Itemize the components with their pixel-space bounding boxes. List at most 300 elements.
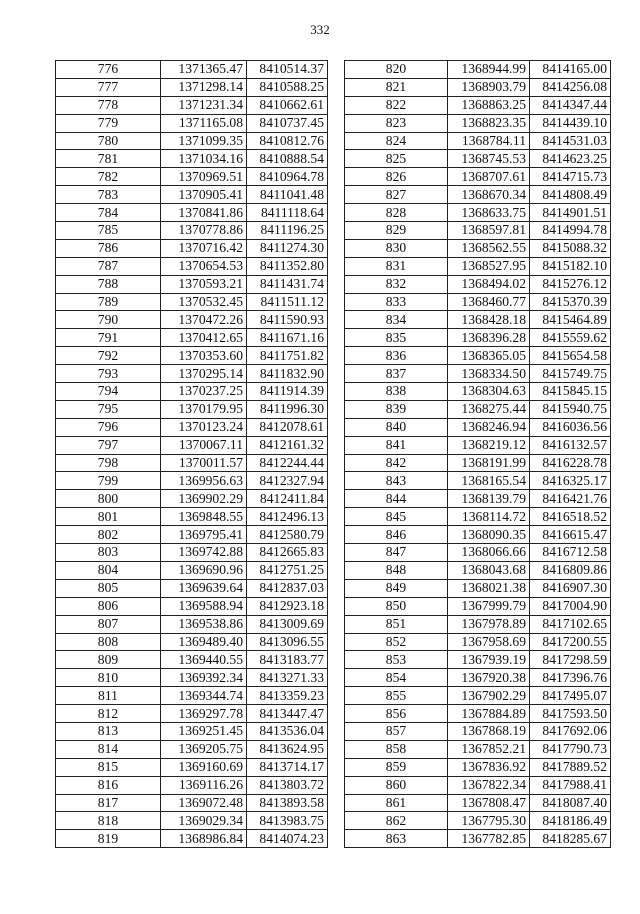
table-row	[56, 651, 328, 669]
x-coordinate: 1370532.45	[161, 293, 247, 311]
table-row	[56, 114, 328, 132]
table-row	[345, 651, 611, 669]
point-number: 797	[56, 436, 161, 454]
table-row	[345, 472, 611, 490]
y-coordinate: 8416615.47	[530, 526, 611, 544]
x-coordinate: 1367939.19	[448, 651, 530, 669]
point-number: 831	[345, 257, 448, 275]
table-row	[56, 257, 328, 275]
x-coordinate: 1368527.95	[448, 257, 530, 275]
point-number: 777	[56, 78, 161, 96]
point-number: 811	[56, 687, 161, 705]
y-coordinate: 8412411.84	[247, 490, 328, 508]
table-row	[56, 275, 328, 293]
y-coordinate: 8410812.76	[247, 132, 328, 150]
table-row	[345, 758, 611, 776]
x-coordinate: 1370716.42	[161, 239, 247, 257]
table-row	[56, 490, 328, 508]
y-coordinate: 8415845.15	[530, 383, 611, 401]
y-coordinate: 8414347.44	[530, 96, 611, 114]
x-coordinate: 1370841.86	[161, 204, 247, 222]
table-row	[56, 705, 328, 723]
table-row	[56, 794, 328, 812]
y-coordinate: 8414165.00	[530, 61, 611, 79]
y-coordinate: 8418285.67	[530, 830, 611, 848]
y-coordinate: 8413624.95	[247, 740, 328, 758]
y-coordinate: 8411431.74	[247, 275, 328, 293]
table-row	[56, 597, 328, 615]
table-row	[345, 454, 611, 472]
table-row	[345, 329, 611, 347]
point-number: 807	[56, 615, 161, 633]
table-row	[56, 740, 328, 758]
y-coordinate: 8418186.49	[530, 812, 611, 830]
x-coordinate: 1369538.86	[161, 615, 247, 633]
table-row	[345, 222, 611, 240]
table-row	[56, 615, 328, 633]
point-number: 808	[56, 633, 161, 651]
y-coordinate: 8411352.80	[247, 257, 328, 275]
y-coordinate: 8415182.10	[530, 257, 611, 275]
x-coordinate: 1367782.85	[448, 830, 530, 848]
point-number: 860	[345, 776, 448, 794]
y-coordinate: 8417200.55	[530, 633, 611, 651]
y-coordinate: 8413714.17	[247, 758, 328, 776]
table-row	[345, 204, 611, 222]
x-coordinate: 1370905.41	[161, 186, 247, 204]
point-number: 839	[345, 400, 448, 418]
table-row	[56, 132, 328, 150]
table-row	[345, 669, 611, 687]
table-row	[56, 812, 328, 830]
x-coordinate: 1368428.18	[448, 311, 530, 329]
table-row	[345, 740, 611, 758]
point-number: 784	[56, 204, 161, 222]
x-coordinate: 1369690.96	[161, 561, 247, 579]
table-row	[345, 722, 611, 740]
table-row	[56, 239, 328, 257]
point-number: 857	[345, 722, 448, 740]
x-coordinate: 1367920.38	[448, 669, 530, 687]
point-number: 802	[56, 526, 161, 544]
y-coordinate: 8414256.08	[530, 78, 611, 96]
table-row	[345, 168, 611, 186]
table-row	[345, 150, 611, 168]
x-coordinate: 1371099.35	[161, 132, 247, 150]
table-row	[345, 96, 611, 114]
table-row	[56, 293, 328, 311]
x-coordinate: 1371231.34	[161, 96, 247, 114]
table-row	[56, 508, 328, 526]
table-row	[56, 204, 328, 222]
table-row	[56, 472, 328, 490]
y-coordinate: 8412327.94	[247, 472, 328, 490]
y-coordinate: 8415088.32	[530, 239, 611, 257]
table-row	[56, 758, 328, 776]
table-row	[345, 436, 611, 454]
x-coordinate: 1368597.81	[448, 222, 530, 240]
x-coordinate: 1368396.28	[448, 329, 530, 347]
table-row	[56, 830, 328, 848]
table-row	[56, 96, 328, 114]
point-number: 790	[56, 311, 161, 329]
point-number: 829	[345, 222, 448, 240]
x-coordinate: 1369297.78	[161, 705, 247, 723]
y-coordinate: 8415276.12	[530, 275, 611, 293]
table-row	[56, 776, 328, 794]
point-number: 850	[345, 597, 448, 615]
x-coordinate: 1367884.89	[448, 705, 530, 723]
x-coordinate: 1369848.55	[161, 508, 247, 526]
point-number: 795	[56, 400, 161, 418]
x-coordinate: 1368562.55	[448, 239, 530, 257]
x-coordinate: 1370295.14	[161, 365, 247, 383]
table-row	[56, 400, 328, 418]
point-number: 791	[56, 329, 161, 347]
y-coordinate: 8417988.41	[530, 776, 611, 794]
y-coordinate: 8413183.77	[247, 651, 328, 669]
table-row	[345, 705, 611, 723]
table-row	[56, 365, 328, 383]
y-coordinate: 8413096.55	[247, 633, 328, 651]
point-number: 821	[345, 78, 448, 96]
table-row	[345, 132, 611, 150]
x-coordinate: 1368165.54	[448, 472, 530, 490]
y-coordinate: 8417396.76	[530, 669, 611, 687]
y-coordinate: 8417102.65	[530, 615, 611, 633]
point-number: 827	[345, 186, 448, 204]
table-row	[345, 114, 611, 132]
x-coordinate: 1368863.25	[448, 96, 530, 114]
point-number: 847	[345, 544, 448, 562]
point-number: 782	[56, 168, 161, 186]
x-coordinate: 1368139.79	[448, 490, 530, 508]
x-coordinate: 1368784.11	[448, 132, 530, 150]
table-row	[345, 615, 611, 633]
x-coordinate: 1367868.19	[448, 722, 530, 740]
point-number: 794	[56, 383, 161, 401]
y-coordinate: 8411671.16	[247, 329, 328, 347]
y-coordinate: 8411041.48	[247, 186, 328, 204]
point-number: 812	[56, 705, 161, 723]
x-coordinate: 1370123.24	[161, 418, 247, 436]
y-coordinate: 8413009.69	[247, 615, 328, 633]
point-number: 844	[345, 490, 448, 508]
point-number: 843	[345, 472, 448, 490]
point-number: 834	[345, 311, 448, 329]
point-number: 804	[56, 561, 161, 579]
point-number: 788	[56, 275, 161, 293]
point-number: 862	[345, 812, 448, 830]
table-row	[56, 78, 328, 96]
y-coordinate: 8416907.30	[530, 579, 611, 597]
table-row	[56, 150, 328, 168]
table-row	[56, 383, 328, 401]
x-coordinate: 1369795.41	[161, 526, 247, 544]
table-row	[345, 365, 611, 383]
point-number: 826	[345, 168, 448, 186]
point-number: 832	[345, 275, 448, 293]
point-number: 820	[345, 61, 448, 79]
table-row	[56, 561, 328, 579]
x-coordinate: 1368823.35	[448, 114, 530, 132]
x-coordinate: 1371034.16	[161, 150, 247, 168]
x-coordinate: 1369742.88	[161, 544, 247, 562]
y-coordinate: 8412665.83	[247, 544, 328, 562]
table-row	[345, 239, 611, 257]
x-coordinate: 1368304.63	[448, 383, 530, 401]
y-coordinate: 8412161.32	[247, 436, 328, 454]
y-coordinate: 8417790.73	[530, 740, 611, 758]
y-coordinate: 8410662.61	[247, 96, 328, 114]
point-number: 836	[345, 347, 448, 365]
x-coordinate: 1368114.72	[448, 508, 530, 526]
table-row	[56, 347, 328, 365]
y-coordinate: 8417004.90	[530, 597, 611, 615]
page-number: 332	[310, 22, 330, 37]
point-number: 842	[345, 454, 448, 472]
table-row	[56, 222, 328, 240]
y-coordinate: 8410737.45	[247, 114, 328, 132]
x-coordinate: 1367978.89	[448, 615, 530, 633]
table-row	[56, 329, 328, 347]
x-coordinate: 1368365.05	[448, 347, 530, 365]
point-number: 838	[345, 383, 448, 401]
y-coordinate: 8414994.78	[530, 222, 611, 240]
y-coordinate: 8411274.30	[247, 239, 328, 257]
y-coordinate: 8411196.25	[247, 222, 328, 240]
y-coordinate: 8417298.59	[530, 651, 611, 669]
table-row	[56, 454, 328, 472]
x-coordinate: 1369205.75	[161, 740, 247, 758]
table-row	[345, 347, 611, 365]
y-coordinate: 8415370.39	[530, 293, 611, 311]
point-number: 858	[345, 740, 448, 758]
point-number: 810	[56, 669, 161, 687]
y-coordinate: 8417889.52	[530, 758, 611, 776]
point-number: 854	[345, 669, 448, 687]
y-coordinate: 8410514.37	[247, 61, 328, 79]
table-row	[56, 722, 328, 740]
table-row	[56, 168, 328, 186]
point-number: 856	[345, 705, 448, 723]
x-coordinate: 1368090.35	[448, 526, 530, 544]
table-row	[56, 633, 328, 651]
y-coordinate: 8416325.17	[530, 472, 611, 490]
y-coordinate: 8410588.25	[247, 78, 328, 96]
y-coordinate: 8413271.33	[247, 669, 328, 687]
y-coordinate: 8414623.25	[530, 150, 611, 168]
x-coordinate: 1368707.61	[448, 168, 530, 186]
point-number: 817	[56, 794, 161, 812]
y-coordinate: 8412923.18	[247, 597, 328, 615]
point-number: 852	[345, 633, 448, 651]
y-coordinate: 8417692.06	[530, 722, 611, 740]
point-number: 851	[345, 615, 448, 633]
x-coordinate: 1371298.14	[161, 78, 247, 96]
x-coordinate: 1369251.45	[161, 722, 247, 740]
table-row	[345, 293, 611, 311]
point-number: 801	[56, 508, 161, 526]
x-coordinate: 1368191.99	[448, 454, 530, 472]
point-number: 828	[345, 204, 448, 222]
x-coordinate: 1369440.55	[161, 651, 247, 669]
table-row	[56, 687, 328, 705]
point-number: 776	[56, 61, 161, 79]
table-row	[56, 418, 328, 436]
x-coordinate: 1367902.29	[448, 687, 530, 705]
y-coordinate: 8415464.89	[530, 311, 611, 329]
point-number: 845	[345, 508, 448, 526]
x-coordinate: 1370067.11	[161, 436, 247, 454]
y-coordinate: 8412751.25	[247, 561, 328, 579]
y-coordinate: 8413803.72	[247, 776, 328, 794]
x-coordinate: 1367999.79	[448, 597, 530, 615]
y-coordinate: 8416228.78	[530, 454, 611, 472]
table-row	[345, 812, 611, 830]
x-coordinate: 1369344.74	[161, 687, 247, 705]
y-coordinate: 8414074.23	[247, 830, 328, 848]
x-coordinate: 1368043.68	[448, 561, 530, 579]
x-coordinate: 1367795.30	[448, 812, 530, 830]
y-coordinate: 8411751.82	[247, 347, 328, 365]
table-row	[56, 526, 328, 544]
x-coordinate: 1368670.34	[448, 186, 530, 204]
y-coordinate: 8416712.58	[530, 544, 611, 562]
point-number: 855	[345, 687, 448, 705]
y-coordinate: 8417495.07	[530, 687, 611, 705]
y-coordinate: 8413359.23	[247, 687, 328, 705]
point-number: 824	[345, 132, 448, 150]
point-number: 805	[56, 579, 161, 597]
point-number: 840	[345, 418, 448, 436]
point-number: 799	[56, 472, 161, 490]
table-row	[56, 311, 328, 329]
y-coordinate: 8415749.75	[530, 365, 611, 383]
point-number: 787	[56, 257, 161, 275]
point-number: 819	[56, 830, 161, 848]
x-coordinate: 1370969.51	[161, 168, 247, 186]
y-coordinate: 8413536.04	[247, 722, 328, 740]
x-coordinate: 1367852.21	[448, 740, 530, 758]
x-coordinate: 1369116.26	[161, 776, 247, 794]
x-coordinate: 1369392.34	[161, 669, 247, 687]
point-number: 830	[345, 239, 448, 257]
x-coordinate: 1368903.79	[448, 78, 530, 96]
table-row	[345, 311, 611, 329]
table-row	[345, 794, 611, 812]
table-row	[345, 400, 611, 418]
point-number: 796	[56, 418, 161, 436]
point-number: 778	[56, 96, 161, 114]
x-coordinate: 1371165.08	[161, 114, 247, 132]
x-coordinate: 1368460.77	[448, 293, 530, 311]
x-coordinate: 1368334.50	[448, 365, 530, 383]
y-coordinate: 8410888.54	[247, 150, 328, 168]
x-coordinate: 1370353.60	[161, 347, 247, 365]
table-row	[345, 418, 611, 436]
table-row	[345, 186, 611, 204]
y-coordinate: 8411996.30	[247, 400, 328, 418]
x-coordinate: 1370778.86	[161, 222, 247, 240]
x-coordinate: 1369588.94	[161, 597, 247, 615]
table-row	[56, 544, 328, 562]
table-row	[345, 78, 611, 96]
y-coordinate: 8415654.58	[530, 347, 611, 365]
x-coordinate: 1367822.34	[448, 776, 530, 794]
point-number: 848	[345, 561, 448, 579]
point-number: 800	[56, 490, 161, 508]
y-coordinate: 8416809.86	[530, 561, 611, 579]
point-number: 849	[345, 579, 448, 597]
x-coordinate: 1367836.92	[448, 758, 530, 776]
table-row	[345, 633, 611, 651]
table-row	[56, 186, 328, 204]
point-number: 813	[56, 722, 161, 740]
table-row	[345, 579, 611, 597]
table-row	[56, 61, 328, 79]
y-coordinate: 8412078.61	[247, 418, 328, 436]
y-coordinate: 8416036.56	[530, 418, 611, 436]
x-coordinate: 1369160.69	[161, 758, 247, 776]
y-coordinate: 8412244.44	[247, 454, 328, 472]
point-number: 781	[56, 150, 161, 168]
y-coordinate: 8411118.64	[247, 204, 328, 222]
point-number: 793	[56, 365, 161, 383]
y-coordinate: 8416132.57	[530, 436, 611, 454]
x-coordinate: 1369029.34	[161, 812, 247, 830]
point-number: 837	[345, 365, 448, 383]
x-coordinate: 1368275.44	[448, 400, 530, 418]
x-coordinate: 1368633.75	[448, 204, 530, 222]
x-coordinate: 1369956.63	[161, 472, 247, 490]
x-coordinate: 1371365.47	[161, 61, 247, 79]
table-row	[345, 490, 611, 508]
y-coordinate: 8414901.51	[530, 204, 611, 222]
y-coordinate: 8414808.49	[530, 186, 611, 204]
x-coordinate: 1368021.38	[448, 579, 530, 597]
point-number: 803	[56, 544, 161, 562]
y-coordinate: 8411914.39	[247, 383, 328, 401]
y-coordinate: 8411511.12	[247, 293, 328, 311]
y-coordinate: 8414439.10	[530, 114, 611, 132]
coordinates-table-left	[55, 60, 328, 848]
table-row	[345, 508, 611, 526]
table-row	[56, 579, 328, 597]
y-coordinate: 8416518.52	[530, 508, 611, 526]
x-coordinate: 1370237.25	[161, 383, 247, 401]
point-number: 789	[56, 293, 161, 311]
point-number: 786	[56, 239, 161, 257]
x-coordinate: 1370472.26	[161, 311, 247, 329]
y-coordinate: 8417593.50	[530, 705, 611, 723]
point-number: 823	[345, 114, 448, 132]
x-coordinate: 1370593.21	[161, 275, 247, 293]
x-coordinate: 1368944.99	[448, 61, 530, 79]
x-coordinate: 1370654.53	[161, 257, 247, 275]
coordinates-table-right	[344, 60, 611, 848]
y-coordinate: 8413983.75	[247, 812, 328, 830]
table-row	[56, 436, 328, 454]
x-coordinate: 1370412.65	[161, 329, 247, 347]
point-number: 779	[56, 114, 161, 132]
y-coordinate: 8415559.62	[530, 329, 611, 347]
y-coordinate: 8412580.79	[247, 526, 328, 544]
table-row	[345, 830, 611, 848]
y-coordinate: 8414715.73	[530, 168, 611, 186]
point-number: 816	[56, 776, 161, 794]
point-number: 818	[56, 812, 161, 830]
